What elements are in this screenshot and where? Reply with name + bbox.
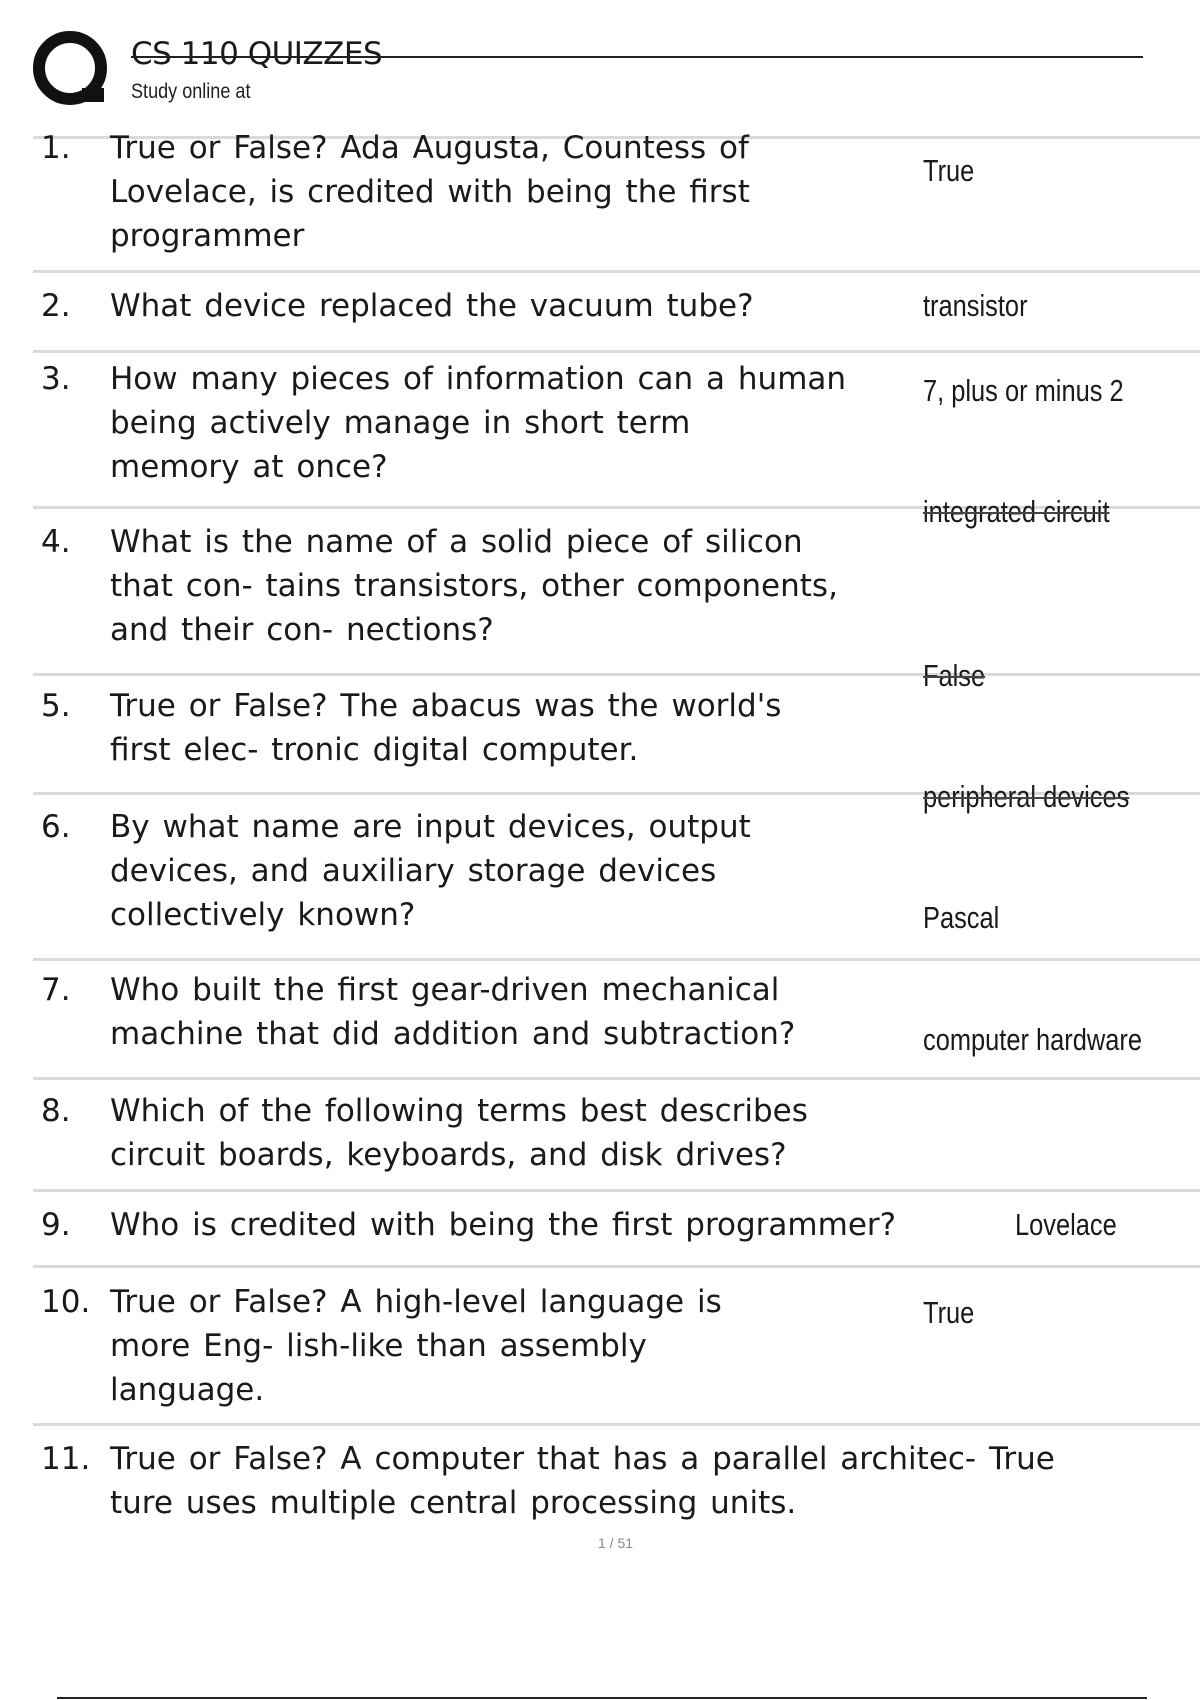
question-text: What device replaced the vacuum tube? — [110, 288, 754, 324]
question-text: True or False? Ada Augusta, Countess of Lovelace, is credited with being the first programmer — [110, 130, 750, 254]
question-text: True or False? The abacus was the world's first elec- tronic digital computer. — [110, 688, 782, 768]
row-divider — [33, 958, 1200, 961]
row-divider — [33, 1189, 1200, 1192]
answer-text: Pascal — [923, 900, 1000, 935]
question-number: 9. — [41, 1207, 71, 1243]
row-divider — [33, 1265, 1200, 1268]
footer-rule — [57, 1697, 1147, 1699]
question-number: 1. — [41, 130, 71, 166]
row-divider — [33, 1077, 1200, 1080]
question-number: 11. — [41, 1441, 91, 1477]
answer-text: True — [923, 153, 975, 188]
question-text: Who built the first gear-driven mechanical machine that did addition and subtraction? — [110, 972, 796, 1052]
row-divider — [33, 1423, 1200, 1426]
answer-text: Lovelace — [1015, 1207, 1117, 1242]
answer-text: integrated circuit — [923, 494, 1110, 529]
question-number: 7. — [41, 972, 71, 1008]
question-number: 3. — [41, 361, 71, 397]
logo-icon — [30, 30, 110, 110]
question-number: 2. — [41, 288, 71, 324]
question-text: True or False? A high-level language is more Eng- lish-like than assembly language. — [110, 1284, 722, 1408]
title-underline — [131, 56, 1143, 58]
page-title: CS 110 QUIZZES — [131, 36, 383, 72]
question-number: 4. — [41, 524, 71, 560]
answer-text: True — [923, 1295, 975, 1330]
answer-text: 7, plus or minus 2 — [923, 373, 1124, 408]
row-divider — [33, 673, 1200, 676]
question-text: How many pieces of information can a human being actively manage in short term memory at once? — [110, 361, 847, 485]
question-number: 8. — [41, 1093, 71, 1129]
question-number: 5. — [41, 688, 71, 724]
page-number: 1 / 51 — [598, 1535, 634, 1551]
row-divider — [33, 270, 1200, 273]
question-text: Who is credited with being the first programmer? — [110, 1207, 897, 1243]
question-text: Which of the following terms best describes circuit boards, keyboards, and disk drives? — [110, 1093, 808, 1173]
question-text: By what name are input devices, output devices, and auxiliary storage devices collectively known? — [110, 809, 751, 933]
question-number: 6. — [41, 809, 71, 845]
answer-text: transistor — [923, 288, 1028, 323]
page-subtitle: Study online at — [131, 80, 251, 103]
question-number: 10. — [41, 1284, 91, 1320]
row-divider — [33, 350, 1200, 353]
question-text: What is the name of a solid piece of silicon that con- tains transistors, other components, and their con- nections? — [110, 524, 838, 648]
answer-text: peripheral devices — [923, 779, 1130, 814]
question-text: True or False? A computer that has a parallel architec- True ture uses multiple central processing units. — [110, 1441, 1055, 1521]
answer-text: False — [923, 658, 986, 693]
answer-text: computer hardware — [923, 1022, 1143, 1057]
